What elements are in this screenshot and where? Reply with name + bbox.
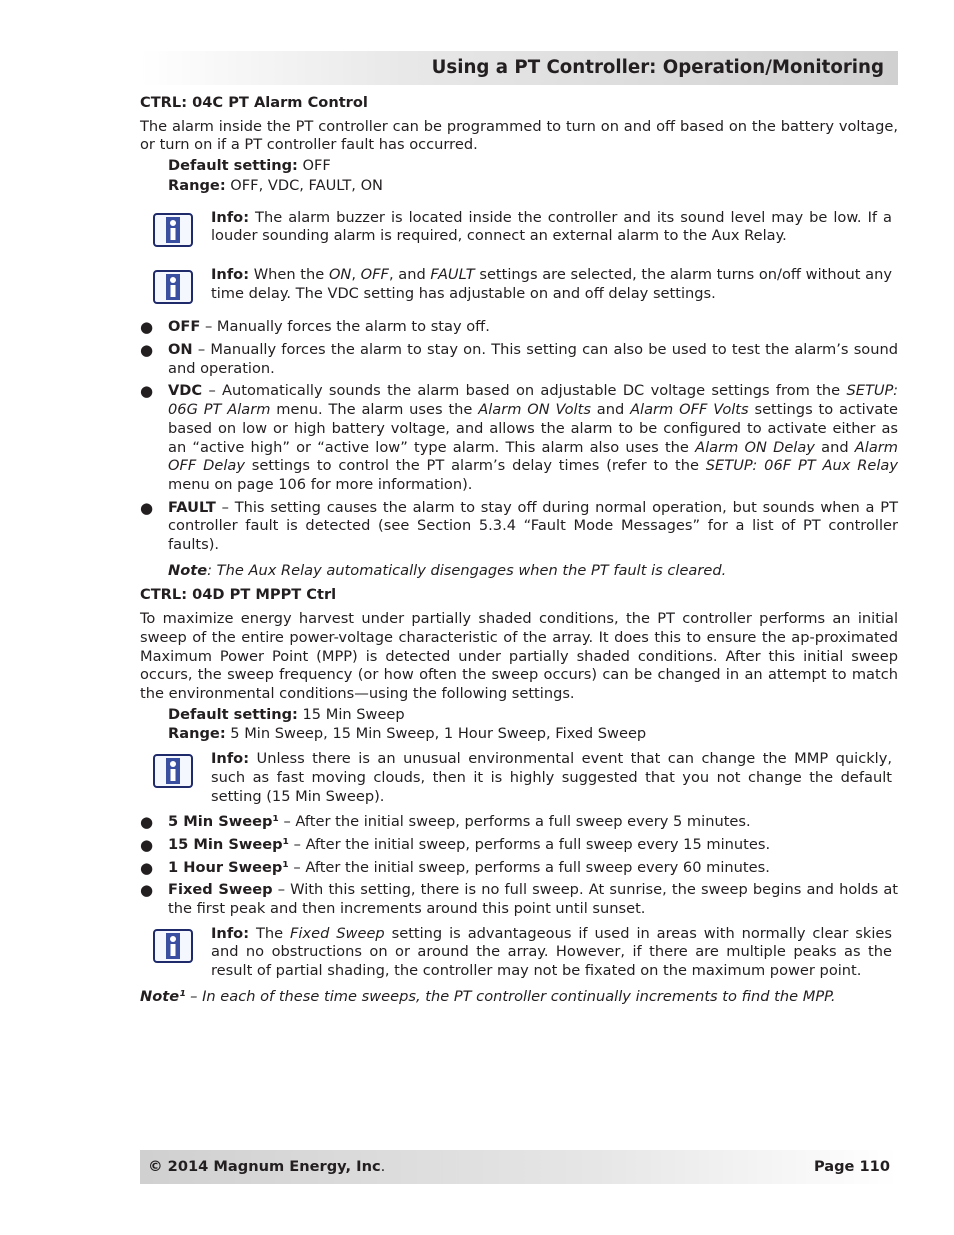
default-label: Default setting: xyxy=(168,705,298,723)
mppt-default-setting xyxy=(140,706,898,725)
default-label: Default setting: xyxy=(168,157,298,175)
alarm-options-list xyxy=(140,318,898,554)
list-item xyxy=(140,813,898,832)
info-text: ON xyxy=(328,265,352,283)
bullet-icon: ● xyxy=(140,881,154,900)
option-text: menu on page 106 for more information). xyxy=(168,475,473,493)
alarm-default-setting xyxy=(140,157,898,176)
option-text: Alarm OFF Volts xyxy=(630,401,749,419)
option-text: settings to activate based on low or high battery voltage, and allows the alarm to be configured to activate either as an “active high” or “active low” type alarm. This alarm also uses the xyxy=(168,401,899,456)
info-text: FAULT xyxy=(430,265,475,283)
list-item xyxy=(140,499,898,555)
header-title: Using a PT Controller: Operation/Monitoring xyxy=(431,57,884,78)
info-text: The xyxy=(249,924,291,942)
option-text: menu. The alarm uses the xyxy=(270,401,479,419)
note-text: – In each of these time sweeps, the PT controller continually increments to find the MPP. xyxy=(185,987,836,1005)
info-icon xyxy=(153,754,193,788)
copyright xyxy=(148,1158,385,1175)
range-value: OFF, VDC, FAULT, ON xyxy=(225,176,383,194)
option-label: OFF xyxy=(168,318,201,336)
option-text: – Manually forces the alarm to stay on. This setting can also be used to test the alarm’s sound and operation. xyxy=(168,341,898,377)
info-box-fixed-sweep xyxy=(140,925,898,981)
page-content xyxy=(140,94,898,1007)
mppt-range xyxy=(140,725,898,744)
range-label: Range: xyxy=(168,176,226,194)
option-label: 5 Min Sweep¹ xyxy=(168,813,279,831)
option-text: Alarm OFF Delay xyxy=(168,438,898,475)
option-label: VDC xyxy=(168,382,203,400)
list-item xyxy=(140,859,898,878)
info-text: Fixed Sweep xyxy=(290,924,385,942)
info-text: settings are selected, the alarm turns on/off without any time delay. The VDC setting has adjustable on and off delay settings. xyxy=(211,265,893,302)
list-item xyxy=(140,318,898,337)
option-text: – With this setting, there is no full sweep. At sunrise, the sweep begins and holds at the first peak and then increments around this point until sunset. xyxy=(168,881,898,918)
info-label: Info: xyxy=(211,924,250,942)
alarm-note xyxy=(140,562,898,581)
option-text: SETUP: 06G PT Alarm xyxy=(168,382,898,419)
bullet-icon: ● xyxy=(140,858,154,877)
mppt-intro: To maximize energy harvest under partially shaded conditions, the PT controller performs an initial sweep of the entire power-voltage characteristic of the array. It does this to ensure the ap-proximated Maximum Power Point (MPP) is detected under partially shaded conditions. After this initial sweep occurs, the sweep frequency (or how often the sweep occurs) can be changed in an attempt to match the environmental conditions—using the following settings. xyxy=(140,610,898,702)
copyright-text: © 2014 Magnum Energy, Inc xyxy=(148,1158,381,1175)
page-footer xyxy=(140,1150,898,1184)
option-text: SETUP: 06F PT Aux Relay xyxy=(705,457,898,475)
info-box-alarm-buzzer xyxy=(140,209,898,246)
option-text: settings to control the PT alarm’s delay times (refer to the xyxy=(244,457,706,475)
section-title-alarm-control: CTRL: 04C PT Alarm Control xyxy=(140,94,368,111)
bullet-icon: ● xyxy=(140,341,154,360)
info-icon xyxy=(153,213,193,247)
sweep-footnote xyxy=(140,988,898,1007)
option-text: – Automatically sounds the alarm based on adjustable DC voltage settings from the xyxy=(202,382,847,400)
info-box-mppt-default xyxy=(140,750,898,806)
info-label: Info: xyxy=(211,208,250,226)
note-text: : The Aux Relay automatically disengages when the PT fault is cleared. xyxy=(207,561,727,579)
list-item xyxy=(140,836,898,855)
page-number: Page 110 xyxy=(813,1158,890,1175)
bullet-icon: ● xyxy=(140,835,154,854)
option-label: 1 Hour Sweep¹ xyxy=(168,858,289,876)
option-label: ON xyxy=(168,341,193,359)
option-label: FAULT xyxy=(168,498,216,516)
info-text: , xyxy=(351,265,361,283)
note-label: Note xyxy=(168,561,208,579)
copyright-period: . xyxy=(380,1158,386,1175)
option-text: – Manually forces the alarm to stay off. xyxy=(200,318,490,336)
page-header xyxy=(140,51,898,85)
info-text: OFF xyxy=(360,265,389,283)
info-text: The alarm buzzer is located inside the controller and its sound level may be low. If a louder sounding alarm is required, connect an external alarm to the Aux Relay. xyxy=(211,208,892,245)
bullet-icon: ● xyxy=(140,498,154,517)
info-text: setting is advantageous if used in areas with normally clear skies and no obstructions on or around the array. However, if there are multiple peaks as the result of partial shading, the controller may not be fixated on the maximum power point. xyxy=(211,924,892,980)
info-label: Info: xyxy=(211,265,250,283)
bullet-icon: ● xyxy=(140,382,154,401)
default-value: 15 Min Sweep xyxy=(297,705,405,723)
option-text: Alarm ON Volts xyxy=(478,401,591,419)
info-text: When the xyxy=(249,265,329,283)
info-text: Unless there is an unusual environmental event that can change the MMP quickly, such as fast moving clouds, then it is highly suggested that you not change the default setting (15 Min Sweep). xyxy=(211,750,892,805)
alarm-range xyxy=(140,177,898,196)
option-text: – After the initial sweep, performs a full sweep every 60 minutes. xyxy=(288,858,770,876)
option-label: 15 Min Sweep¹ xyxy=(168,835,290,853)
option-text: – After the initial sweep, performs a full sweep every 5 minutes. xyxy=(278,813,751,831)
sweep-options-list xyxy=(140,813,898,919)
default-value: OFF xyxy=(297,157,331,175)
info-label: Info: xyxy=(211,750,250,768)
note-label: Note¹ xyxy=(140,987,186,1005)
bullet-icon: ● xyxy=(140,318,154,337)
list-item xyxy=(140,341,898,378)
info-box-alarm-delay xyxy=(140,266,898,303)
list-item xyxy=(140,881,898,918)
option-text: – After the initial sweep, performs a full sweep every 15 minutes. xyxy=(289,835,771,853)
section-title-mppt-ctrl: CTRL: 04D PT MPPT Ctrl xyxy=(140,586,337,604)
option-text: – This setting causes the alarm to stay off during normal operation, but sounds when a PT controller fault is detected (see Section 5.3.4 “Fault Mode Messages” for a list of PT controller faults). xyxy=(168,498,898,554)
alarm-intro: The alarm inside the PT controller can be programmed to turn on and off based on the battery voltage, or turn on if a PT controller fault has occurred. xyxy=(140,117,898,154)
list-item xyxy=(140,382,898,494)
option-text: and xyxy=(590,401,631,419)
option-text: Alarm ON Delay xyxy=(695,438,815,456)
option-text: and xyxy=(814,438,855,456)
info-icon xyxy=(153,270,193,304)
bullet-icon: ● xyxy=(140,813,154,832)
info-icon xyxy=(153,929,193,963)
range-value: 5 Min Sweep, 15 Min Sweep, 1 Hour Sweep, Fixed Sweep xyxy=(225,725,647,743)
range-label: Range: xyxy=(168,725,226,743)
option-label: Fixed Sweep xyxy=(168,881,273,899)
info-text: , and xyxy=(388,265,431,283)
